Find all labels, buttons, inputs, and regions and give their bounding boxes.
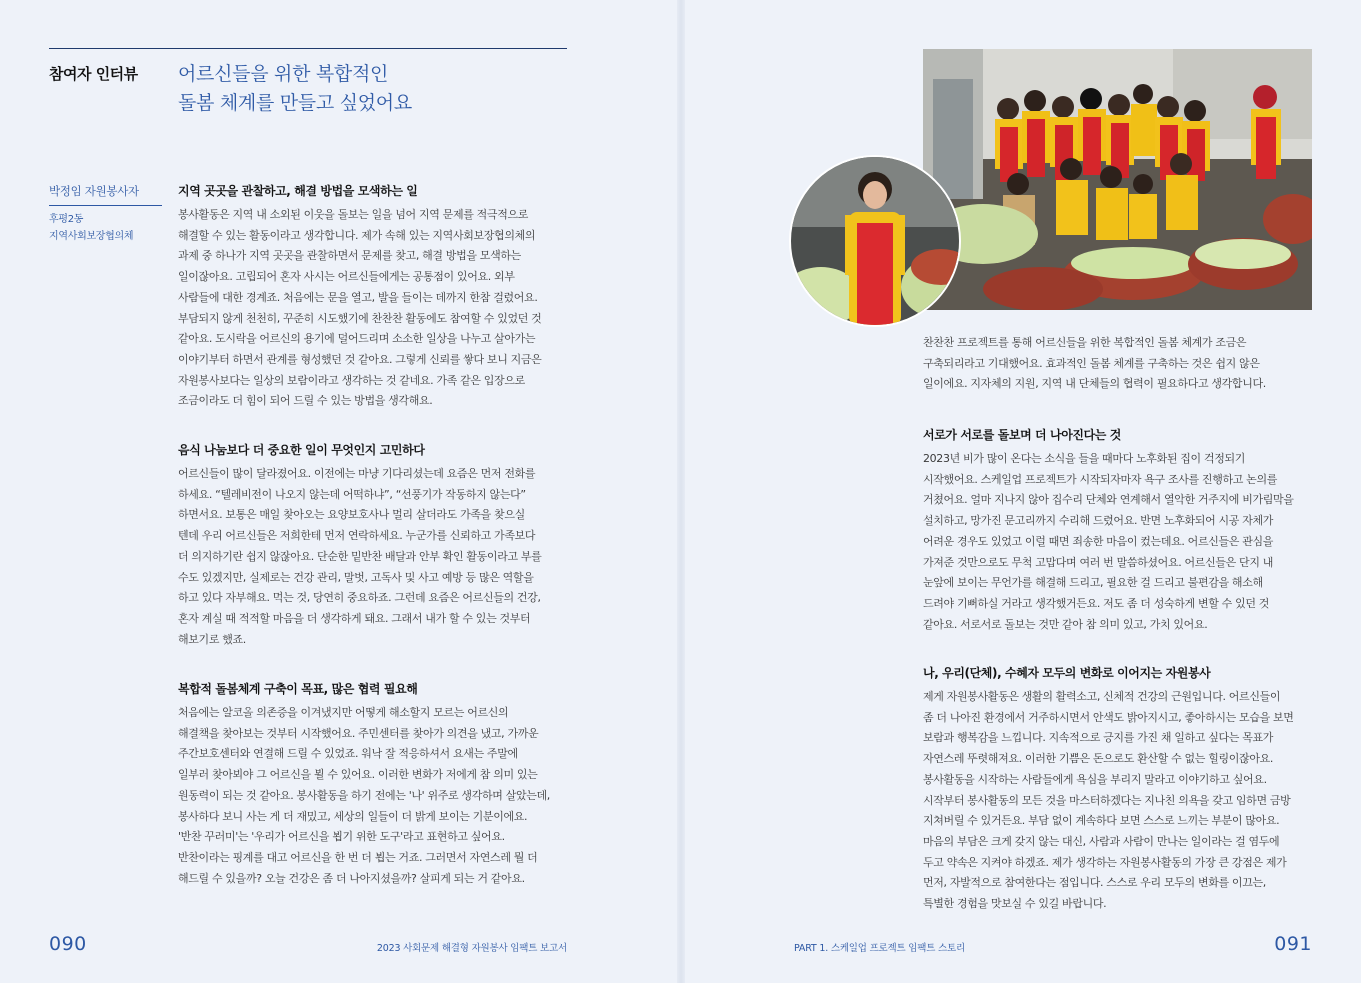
body-line: 처음에는 알코올 의존증을 이겨냈지만 어떻게 해소할지 모르는 어르신의 [178, 706, 509, 719]
body-line: 하세요. “텔레비전이 나오지 않는데 어떡하냐”, “선풍기가 작동하지 않는다” [178, 487, 526, 501]
body-line: 보람과 행복감을 느낍니다. 지속적으로 긍지를 가진 채 일하고 싶다는 목표가 [923, 731, 1274, 745]
body-line: 과제 중 하나가 지역 곳곳을 관찰하면서 문제를 찾고, 해결 방법을 모색하는 [178, 249, 521, 263]
title-line: 어르신들을 위한 복합적인 [178, 63, 389, 85]
body-line: 해결책을 찾아보는 것부터 시작했어요. 주민센터를 찾아가 의견을 냈고, 가까운 [178, 726, 539, 740]
section-label: 참여자 인터뷰 [49, 65, 138, 83]
body-line: 일이잖아요. 고립되어 혼자 사시는 어르신들에게는 공통점이 있어요. 외부 [178, 270, 515, 284]
section-body [178, 464, 578, 650]
body-line: 자원봉사보다는 일상의 보람이라고 생각하는 것 같네요. 가족 같은 입장으로 [178, 373, 525, 387]
footer-report-title: 2023 사회문제 해결형 자원봉사 임팩트 보고서 [376, 943, 567, 954]
body-line: 좀 더 나아진 환경에서 거주하시면서 안색도 밝아지시고, 좋아하시는 모습을 보면 [923, 710, 1294, 724]
section-body [178, 205, 578, 412]
volunteer-portrait-photo-icon [789, 155, 961, 327]
body-line: 일부러 찾아뵈야 그 어르신을 뵐 수 있어요. 이러한 변화가 저에게 참 의미 있는 [178, 768, 538, 782]
affiliation-line: 지역사회보장협의체 [49, 231, 134, 242]
page-gutter [677, 0, 685, 983]
body-line: 텐데 우리 어르신들은 저희한테 먼저 연락하세요. 누군가를 신뢰하고 가족보다 [178, 529, 536, 543]
body-line: 해드릴 수 있을까? 오늘 건강은 좀 더 나아지셨을까? 살피게 되는 거 같아요. [178, 871, 525, 885]
section-body [923, 333, 1323, 395]
body-line: 해보기로 했죠. [178, 632, 246, 646]
body-line: 혼자 계실 때 적적할 마음을 더 생각하게 돼요. 그래서 내가 할 수 있는 것부터 [178, 611, 531, 625]
body-line: 더 의지하기란 쉽지 않잖아요. 단순한 밑반찬 배달과 안부 확인 활동이라고 부를 [178, 549, 542, 563]
body-line: 하고 있다 자부해요. 먹는 것, 당연히 중요하죠. 그런데 요즘은 어르신들의 건강, [178, 591, 541, 605]
header-rule [49, 48, 567, 49]
body-line: 반찬이라는 핑계를 대고 어르신을 한 번 더 뵙는 거죠. 그러면서 자연스레 뭘 더 [178, 850, 538, 864]
body-line: 마음의 부담은 크게 갖지 않는 대신, 사람과 사람이 만나는 일이라는 걸 염두에 [923, 834, 1280, 848]
footer-part-title: PART 1. 스케일업 프로젝트 임팩트 스토리 [794, 943, 965, 954]
body-line: 제게 자원봉사활동은 생활의 활력소고, 신체적 건강의 근원입니다. 어르신들이 [923, 690, 1281, 703]
section-heading: 복합적 돌봄체계 구축이 목표, 많은 협력 필요해 [178, 682, 418, 696]
section-heading: 서로가 서로를 돌보며 더 나아진다는 것 [923, 428, 1121, 442]
body-line: 가져준 것만으로도 무척 고맙다며 여러 번 말씀하셨어요. 어르신들은 단지 내 [923, 555, 1274, 569]
body-line: 사람들에 대한 경계죠. 처음에는 문을 열고, 발을 들이는 데까지 한참 걸렸어요. [178, 290, 538, 304]
body-line: 조금이라도 더 힘이 되어 드릴 수 있는 방법을 생각해요. [178, 394, 433, 408]
interviewee-rule [49, 205, 162, 206]
body-line: 거쳤어요. 얼마 지나지 않아 집수리 단체와 연계해서 열악한 거주지에 비가림막을 [923, 493, 1294, 507]
volunteer-group-photo-icon [923, 49, 1312, 310]
body-line: '반찬 꾸러미'는 '우리가 어르신을 뵙기 위한 도구'라고 표현하고 싶어요. [178, 830, 505, 844]
section-body [923, 449, 1323, 635]
body-line: 어르신들이 많이 달라졌어요. 이전에는 마냥 기다리셨는데 요즘은 먼저 전화를 [178, 467, 536, 480]
intro-paragraph [923, 333, 1323, 395]
body-line: 봉사활동은 지역 내 소외된 이웃을 돌보는 일을 넘어 지역 문제를 적극적으로 [178, 208, 529, 221]
body-line: 해결할 수 있는 활동이라고 생각합니다. 제가 속해 있는 지역사회보장협의체의 [178, 228, 536, 242]
section-heading: 지역 곳곳을 관찰하고, 해결 방법을 모색하는 일 [178, 184, 418, 198]
body-line: 수도 있겠지만, 실제로는 건강 관리, 말벗, 고독사 및 사고 예방 등 많은 역할을 [178, 570, 534, 584]
interview-section-5 [923, 664, 1323, 915]
interview-section-3 [178, 680, 578, 889]
page-number-left: 090 [49, 933, 87, 955]
body-line: 일이에요. 지자체의 지원, 지역 내 단체들의 협력이 필요하다고 생각합니다. [923, 377, 1266, 391]
body-line: 드려야 기뻐하실 거라고 생각했거든요. 저도 좀 더 성숙하게 변할 수 있던 것 [923, 596, 1270, 610]
body-line: 원동력이 되는 것 같아요. 봉사활동을 하기 전에는 '나' 위주로 생각하며 살았는데, [178, 788, 550, 802]
body-line: 지쳐버릴 수 있거든요. 부담 없이 계속하다 보면 스스로 느끼는 부분이 많아요. [923, 814, 1280, 828]
section-heading: 나, 우리(단체), 수혜자 모두의 변화로 이어지는 자원봉사 [923, 666, 1211, 680]
interview-section-1 [178, 182, 578, 412]
interview-section-4 [923, 426, 1323, 635]
body-line: 2023년 비가 많이 온다는 소식을 들을 때마다 노후화된 집이 걱정되기 [923, 452, 1246, 465]
body-line: 자연스레 뚜렷해져요. 이러한 기쁨은 돈으로도 환산할 수 없는 힐링이잖아요. [923, 752, 1274, 766]
body-line: 하면서요. 보통은 매일 찾아오는 요양보호사나 멀리 살더라도 가족을 찾으실 [178, 508, 525, 522]
interviewee-name: 박정임 자원봉사자 [49, 184, 139, 198]
body-line: 봉사하다 보니 사는 게 더 재밌고, 세상의 일들이 더 밝게 보이는 기분이에요. [178, 809, 528, 823]
body-line: 시작부터 봉사활동의 모든 것을 마스터하겠다는 지나친 의욕을 갖고 임하면 금방 [923, 793, 1291, 807]
body-line: 어려운 경우도 있었고 이럴 때면 죄송한 마음이 컸는데요. 어르신들은 관심을 [923, 534, 1274, 548]
interview-section-2 [178, 441, 578, 650]
body-line: 설치하고, 망가진 문고리까지 수리해 드렸어요. 반면 노후화되어 시공 자체가 [923, 514, 1274, 528]
body-line: 구축되리라고 기대했어요. 효과적인 돌봄 체계를 구축하는 것은 쉽지 않은 [923, 356, 1260, 370]
body-line: 같아요. 도시락을 어르신의 용기에 덜어드리며 소소한 일상을 나누고 살아가는 [178, 332, 536, 346]
section-body [178, 703, 578, 889]
body-line: 찬찬찬 프로젝트를 통해 어르신들을 위한 복합적인 돌봄 체계가 조금은 [923, 336, 1247, 349]
page-number-right: 091 [1274, 933, 1312, 955]
body-line: 이야기부터 하면서 관계를 형성했던 것 같아요. 그렇게 신뢰를 쌓다 보니 지금은 [178, 352, 542, 366]
affiliation-line: 후평2동 [49, 214, 84, 225]
section-body [923, 687, 1323, 915]
page-title [178, 60, 412, 118]
body-line: 부담되지 않게 천천히, 꾸준히 시도했기에 찬찬찬 활동에도 참여할 수 있었던 것 [178, 311, 542, 325]
body-line: 시작했어요. 스케일업 프로젝트가 시작되자마자 욕구 조사를 진행하고 논의를 [923, 472, 1278, 486]
body-line: 특별한 경험을 맛보실 수 있길 바랍니다. [923, 897, 1107, 911]
title-line: 돌봄 체계를 만들고 싶었어요 [178, 92, 412, 114]
body-line: 봉사활동을 시작하는 사람들에게 욕심을 부리지 말라고 이야기하고 싶어요. [923, 772, 1267, 786]
body-line: 먼저, 자발적으로 참여한다는 점입니다. 스스로 우리 모두의 변화를 이끄는, [923, 876, 1266, 890]
body-line: 눈앞에 보이는 무언가를 해결해 드리고, 필요한 걸 드리고 불편감을 해소해 [923, 576, 1263, 590]
body-line: 같아요. 서로서로 돌보는 것만 같아 참 의미 있고, 가치 있어요. [923, 617, 1208, 631]
interviewee-affiliation [49, 211, 133, 245]
body-line: 주간보호센터와 연결해 드릴 수 있었죠. 워낙 잘 적응하셔서 요새는 주말에 [178, 747, 518, 761]
section-heading: 음식 나눔보다 더 중요한 일이 무엇인지 고민하다 [178, 443, 425, 457]
body-line: 두고 약속은 지켜야 하겠죠. 제가 생각하는 자원봉사활동의 가장 큰 강점은 제가 [923, 855, 1287, 869]
